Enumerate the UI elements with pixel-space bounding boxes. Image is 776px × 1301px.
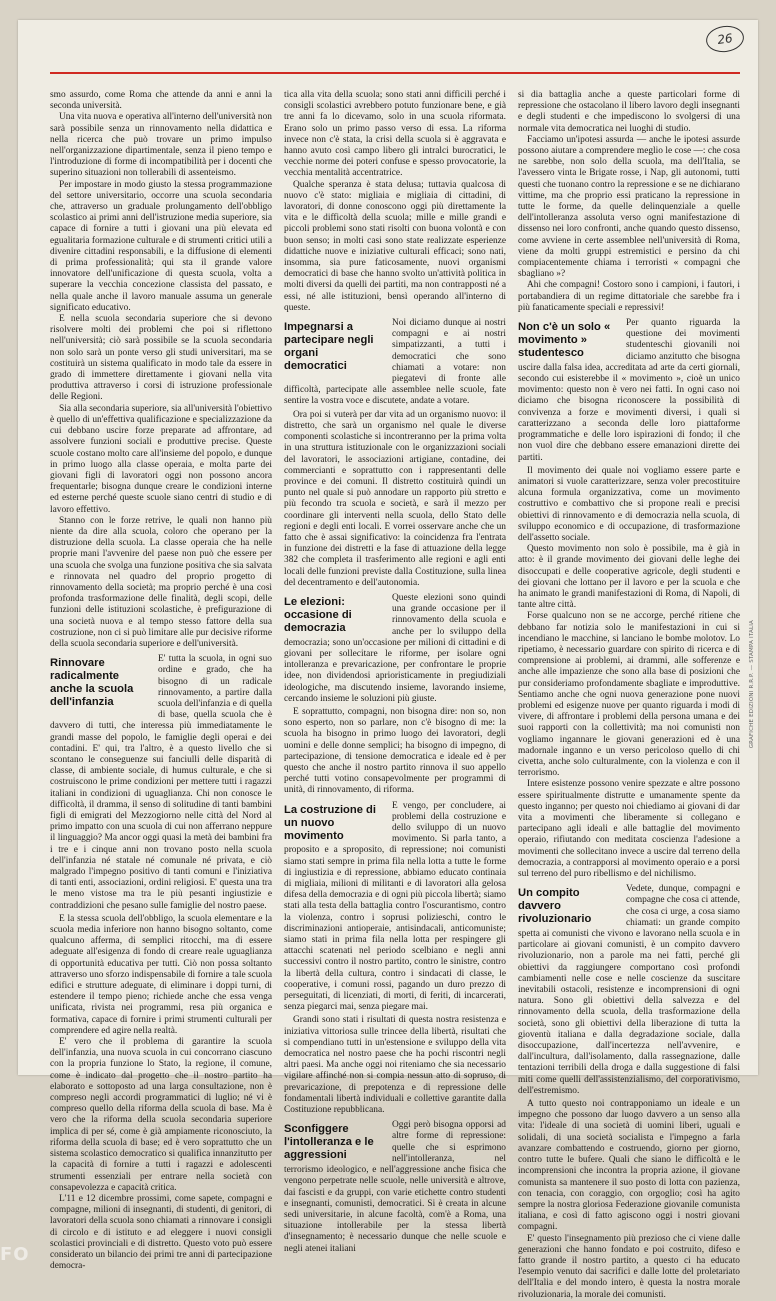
header-rule [50,72,740,74]
paragraph: E' questo l'insegnamento più prezioso che ci viene dalle generazioni che hanno fondato e poi costruito, difeso e fatto grande il nostro partito, a questo ci ha educato l'esempio venuto dai sacrifici e dalle lotte del proletariato dell'Italia e del mondo intero, è questa la nostra morale rivoluzionaria, la morale dei comunisti. [518,1233,740,1300]
section [518,318,740,464]
section-heading: Non c'è un solo « movimento » studentesco [518,321,611,360]
paragraph: E soprattutto, compagni, non bisogna dire: non so, non sono esperto, non so parlare, non c'è bisogno di me: la scuola ha bisogno in primo luogo dei lavoratori, degli uomini e delle donne semplici; ha bisogno di impegno, di partecipazione, di tensione democratica e ideale ed è per questo che anche il nostro partito rinnova il suo appello perché tutti votino consapevolmente per programmi di unità, di rinnovamento, di riforma. [284,706,506,796]
paragraph: Stanno con le forze retrive, le quali non hanno più niente da dire alla scuola, coloro che operano per la distruzione della scuola. La classe operaia che ha nelle proprie mani l'avvenire del paese non può che essere per una scuola che svolga una funzione positiva che sia salvata e rinnovata nel quadro del proprio progetto di rinnovamento della società; ma proprio perché è una così profonda trasformazione delle finalità, degli scopi, delle funzioni delle istituzioni scolastiche, è prefigurazione di una società nuova e al tempo stesso fattore della sua costruzione, non ci si può limitare alle pur decisive riforme della scuola secondaria superiore e dell'università. [50,515,272,649]
paragraph: A tutto questo noi contrapponiamo un ideale e un impegno che possono dar luogo davvero a un senso alla vita: l'ideale di una società di uomini liberi, uguali e solidali, di una società socialista e l'impegno a farla avanzare combattendo e costruendo, giorno per giorno, contro tutte le bufere. Quali che siano le difficoltà e le incomprensioni che incontra la propria azione, il giovane comunista sa mantenere il suo posto di lotta con pazienza, con tenacia, con coraggio, con orgoglio; così ha agito sempre la nostra gloriosa Federazione giovanile comunista italiana, e così di fatto agiscono oggi i nostri giovani compagni. [518,1099,740,1233]
paragraph: Vedete, dunque, compagni e compagne che cosa ci attende, che cosa ci urge, a cosa siamo chiamati: un grande compito spetta ai comunisti che vivono e lavorano nella scuola e in particolare ai giovani comunisti, è un compito davvero rivoluzionario, non a parole ma nei fatti, perché gli obiettivi da raggiungere comportano così profondi cambiamenti nelle cose e nelle coscienze da suscitare inevitabili ostacoli, resistenze e incomprensioni di ogni natura. Sono gli obiettivi della salvezza e del rinnovamento della scuola, della trasformazione della società, sono gli obiettivi della liberazione di tutta la gioventù italiana e dalla degradazione sociale, dalla disoccupazione, dall'incertezza nell'avvenire, e dall'incultura, dall'isolamento, dalla rassegnazione, dalle tentazioni terribili della droga e dalla suggestione di falsi miti come quelli dell'assistenzialismo, del corporativismo, dell'estremismo. [518,884,740,1096]
paragraph: Per impostare in modo giusto la stessa programmazione del settore universitario, occorre una scuola secondaria che, attraverso un graduale prolungamento dell'obbligo scolastico ai primi anni dell'istruzione media superiore, sia capace di fornire a tutti i giovani una più elevata ed egualitaria formazione culturale e di strumenti critici utili a divenire cittadini responsabili, e la diffusione di elementi di prima professionalità; qui sta il grande valore innovatore dell'unificazione di questa scuola, volta a superare la vecchia concezione classista del passato, e nella quale anche il lavoro manuale assuma un generale significato educativo. [50,179,272,313]
paragraph: Noi diciamo dunque ai nostri compagni e ai nostri simpatizzanti, a tutti i democratici che sono chiamati a votare: non piegatevi di fronte alle difficoltà, partecipate alle assemblee nelle scuole, fate sentire la vostra voce e discutete, andate a votare. [284,318,506,407]
paragraph: Una vita nuova e operativa all'interno dell'università non sarà possibile senza un rinnovamento nella didattica e nella ricerca che può trovare un primo impulso nell'organizzazione dipartimentale, senza il pieno tempo e l'introduzione di forme di incompatibilità per i docenti che superino situazioni non tollerabili di assenteismo. [50,112,272,179]
column-1 [50,90,272,1272]
paragraph: Queste elezioni sono quindi una grande occasione per il rinnovamento della scuola e anche per lo sviluppo della democrazia; sono un'occasione per milioni di cittadini e di giovani per sollecitare le riforme, per isolare ogni intolleranza e prevaricazione, per confrontare le proprie idee, non dividendosi aprioristicamente in pregiudiziali ideologiche, ma discutendo insieme, lavorando insieme, cercando insieme le soluzioni più giuste. [284,592,506,704]
section-heading: La costruzione di un nuovo movimento [284,803,376,842]
paragraph: E la stessa scuola dell'obbligo, la scuola elementare e la scuola media inferiore non hanno bisogno soltanto, come qualcuno afferma, di semplici ritocchi, ma di essere adeguate all'esigenza di fondo di creare reale uguaglianza di opportunità educativa per tutti. Ciò non possa soltanto attraverso uno sforzo indispensabile di fornire a tale scuola edifici e strutture adeguate, di eliminare i doppi turni, di estendere il tempo pieno; richiede anche che essa venga unificata, rivista nei programmi, resa più organica e formativa, capace di fornire i primi strumenti culturali per comprendere ed agire nella realtà. [50,913,272,1036]
paragraph: E' vero che il problema di garantire la scuola dell'infanzia, una nuova scuola in cui concorrano ciascuno con la propria funzione lo Stato, la regione, il comune, come è indicato dal progetto che il nostro partito ha elaborato e sottoposto ad una larga consultazione, non è compreso negli accordi programmatici di luglio; né vi è compreso quello della riforma della scuola di base. Ma è vero che la riforma della scuola secondaria superiore implica di per sé, come è già ampiamente riconosciuto, la riforma della scuola di base; ed è vero soprattutto che un sistema scolastico democratico si qualifica innanzitutto per la capacità di fornire a tutti i ragazzi e adolescenti strumenti essenziali per entrare nella società con consapevolezza e capacità critica. [50,1037,272,1193]
column-3 [518,90,740,1300]
paragraph: E nella scuola secondaria superiore che si devono risolvere molti dei problemi che poi si riflettono nell'università; ciò sarà possibile se la scuola secondaria non solo sarà un ponte verso gli studi universitari, ma se costituirà un sistema qualificato in modo tale da essere in grado di immettere direttamente i giovani nella vita produttiva attraverso i corsi di istruzione professionale delle Regioni. [50,314,272,403]
paragraph: Per quanto riguarda la questione dei movimenti studenteschi giovanili noi diciamo anzitutto che bisogna uscire dalla falsa idea, accreditata ad arte da certi giornali, secondo cui esisterebbe il « movimento », cioè un unico movimento: questo non è vero nei fatti. In ogni caso noi diciamo che bisogna riconoscere la possibilità di convivenza a forze e movimenti diversi, i quali si caratterizzano a seconda delle loro piattaforme programmatiche e delle loro ispirazioni di fondo; il che non vuol dire che debbano essere emanazioni dirette dei partiti. [518,318,740,463]
paragraph: Questo movimento non solo è possibile, ma è già in atto: è il grande movimento dei giovani delle leghe dei disoccupati e delle cooperative agricole, degli studenti e dei giovani che lottano per il lavoro e per la scuola e che ha animato le grandi manifestazioni di Roma, di Napoli, di tante altre città. [518,544,740,611]
section [284,801,506,1014]
paragraph: Forse qualcuno non se ne accorge, perché ritiene che debbano far notizia solo le manifestazioni in cui si incendiano le macchine, si lanciano le bombe molotov. Lo ripetiamo, è necessario guardare con spirito di ricerca e di comprensione ai problemi, ai drammi, alle sofferenze e anche alle impazienze che sono alla base di posizioni che pur consideriamo profondamente sbagliate e improduttive. Sentiamo anche che ogni nuova generazione pone nuovi problemi ed esigenze nuove per quanto riguarda i modi di vivere, di affrontare i problemi della persona umana e dei suoi rapporti con la collettività; ma noi comunisti non vogliamo ingannare le giovani generazioni ed è una madornale inganno e un verso pericoloso quello di chi civetta, anche solo culturalmente, con la violenza e con il terrorismo. [518,611,740,779]
paragraph: E vengo, per concludere, ai problemi della costruzione e dello sviluppo di un nuovo movimento. Si parla tanto, a proposito e a sproposito, di repressione; noi comunisti siamo stati sempre in prima fila nella lotta a tutte le forme di ingiustizia e di repressione, abbiamo educato continaia di migliaia, milioni di militanti e di lavoratori alla gelosa difesa della democrazia e di ogni più piccola libertà; siamo stati alla testa della battaglia contro l'oscurantismo, contro la violenza, contro i soprusi polizieschi, contro le discriminazioni antioperaie, antisindacali, anticomuniste; siamo stati in prima fila nella lotta per respingere gli attacchi scatenati nel periodo scelbiano e negli anni successivi contro il nostro partito, contro le sinistre, contro la libertà della cultura, contro i sindacati di classe, le cooperative, i comuni rossi, pagando un duro prezzo di perseguitati, di licenziati, di morti, di feriti, di incarcerati, senza piegarci mai, senza piegare mai. [284,800,506,1013]
paragraph: smo assurdo, come Roma che attende da anni e anni la seconda università. [50,90,272,112]
section-heading: Le elezioni: occasione di democrazia [284,595,352,634]
paragraph: Facciamo un'ipotesi assurda — anche le ipotesi assurde possono aiutare a comprendere meglio le cose —: che cosa ne sarebbe, non solo della scuola, ma dell'Italia, se l'avessero vinta le Brigate rosse, i Nap, gli autonomi, tutti questi che tuonano contro la repressione e se ne dichiarano vittime, ma che proprio essi praticano la repressione in tutte le forme, da quelle delinquenziale a quelle dell'intolleranza assoluta verso ogni manifestazione di dissenso nei loro confronti, anche quando questo dissenso, come avviene in certe assemblee nell'università di Roma, viene da molti gruppi estremistici e persino da chi compiacentemente chiama i terroristi « compagni che sbagliano »? [518,134,740,280]
paragraph: si dia battaglia anche a queste particolari forme di repressione che ostacolano il libero lavoro degli insegnanti e degli studenti e che impediscono lo svolgersi di una normale vita democratica nei luoghi di studio. [518,90,740,134]
section-heading: Sconfiggere l'intolleranza e le aggressioni [284,1123,374,1162]
paragraph: Ora poi si vuterà per dar vita ad un organismo nuovo: il distretto, che sarà un organismo nel quale le diverse componenti scolastiche si incontreranno per la prima volta in una struttura istituzionale con le organizzazioni sociali del lavoratori, le associazioni artigiane, contadine, dei commercianti e soprattutto con i rappresentanti delle province e dei comuni. Il distretto costituirà quindi un punto nel quale si può annodare un rapporto più stretto e più fecondo tra scuola e società, e sarà il mezzo per coordinare gli interventi nella scuola, dello Stato delle regioni e degli enti locali. E vorrei osservare anche che un fatto che è assai significativo: la coincidenza fra l'entrata in funzione dei distretti e la fase di attuazione della legge 382 che completa il trasferimento alle regioni e agli enti locali delle funzioni previste dalla Costituzione, sulla linea del decentramento e dell'autonomia. [284,409,506,588]
paragraph: Grandi sono stati i risultati di questa nostra resistenza e iniziativa vittoriosa sulle trincee della libertà, risultati che si compendiano tutti in un'estensione e sviluppo della vita democratica nel nostro paese che ha pochi riscontri negli altri paesi. Ma anche oggi noi riteniamo che sia necessario vigilare affinché non si compia nessun atto di sopruso, di prevaricazione, di prepotenza e di repressione delle fondamentali libertà individuali e collettive garantite dalla Costituzione repubblicana. [284,1015,506,1116]
column-2 [284,90,506,1254]
printer-margin-note: GRAFICHE EDIZIONI R.R.P. — STAMPA ITALIA [749,620,755,749]
paragraph: Intere esistenze possono venire spezzate e altre possono essere spiritualmente distrutte e umanamente spente da questo inganno; per questo noi chiediamo ai giovani di dar vita a movimenti che liberamente si collegano e partecipano agli ideali e alle battaglie del movimento operaio, rifiutando con meditata coscienza l'adesione a movimenti che sollecitano invece a uscire dal terreno della democrazia, a contrapporsi al movimento operaio e a porsi sul terreno del puro ribellismo e del nichilismo. [518,779,740,880]
paragraph: tica alla vita della scuola; sono stati anni difficili perché i consigli scolastici avrebbero potuto funzionare bene, e già tre anni fa lo dicevamo, solo in una scuola riformata. Erano solo un primo passo verso di essa. La riforma invece non c'è stata, la crisi della scuola si è aggravata e hanno avuto così campo libero gli intralci burocratici, le vecchie norme dei poteri confuse e spesso provocatorie, la vecchia mentalità accentratrice. [284,90,506,179]
page-number-stamp: 26 [704,23,745,54]
section-heading: Impegnarsi a partecipare negli organi democratici [284,321,374,373]
section-heading: Un compito davvero rivoluzionario [518,887,592,926]
paragraph: Ahi che compagni! Costoro sono i campioni, i fautori, i portabandiera di un regime dittatoriale che sarebbe fra i più fanaticamente speciali e repressivi! [518,280,740,313]
paragraph: Sia alla secondaria superiore, sia all'università l'obiettivo è quello di un'effettiva qualificazione e specializzazione da cui debbano uscire forze preparate ad affrontare, ad assolvere funzioni sociali e produttive precise. Queste scuole costano molto care all'insieme del popolo, e dunque in primo luogo alla classe operaia, e molta parte dei giovani figli di lavoratori oggi non possono ancora frequentarle; bisogna dunque creare le condizioni interne ed esterne perché queste scuole siano centri di studio e di lavoro effettivo. [50,403,272,515]
newspaper-page [18,20,758,1300]
paragraph: Oggi però bisogna opporsi ad altre forme di repressione: quelle che si esprimono nell'intolleranza, nel terrorismo ideologico, e nell'aggressione anche fisica che vengono perpetrate nelle scuole, nelle università e altrove, dai fascisti e da gruppi, con varie etichette contro studenti e insegnanti, comunisti, democratici. Si è creata in alcune sedi universitarie, in alcune facoltà, com'è a Roma, una situazione intollerabile per la stessa libertà d'insegnamento; è necessario dunque che nelle scuole e negli atenei italiani [284,1120,506,1254]
paragraph: L'11 e 12 dicembre prossimi, come sapete, compagni e compagne, milioni di insegnanti, di studenti, di genitori, di lavoratori della scuola sono chiamati a rinnovare i consigli di circolo e di istituto e ad eleggere i nuovi consigli scolastici provinciali e di distretto. Questo voto può essere considerato un bilancio dei primi tre anni di partecipazione democra- [50,1193,272,1272]
section [284,593,506,705]
article-columns [50,90,740,1300]
section [284,1120,506,1254]
section [50,654,272,912]
section [518,884,740,1097]
section [284,318,506,408]
paragraph: Il movimento dei quale noi vogliamo essere parte e animatori si vuole caratterizzare, senza voler precostituire alcuna formula organizzativa, come un movimento costruttivo e combattivo che si propone reali e precisi obiettivi di rinnovamento e di democrazia nella scuola, di sviluppo economico e di occupazione, di trasformazione dell'assetto sociale. [518,465,740,543]
corner-watermark: FO [0,1244,30,1265]
section-heading: Rinnovare radicalmente anche la scuola dell'infanzia [50,657,134,709]
paragraph: Qualche speranza è stata delusa; tuttavia qualcosa di nuovo c'è stato: migliaia e migliaia di cittadini, di lavoratori, di donne conoscono oggi più direttamente la vita e le difficoltà della scuola; mille e mille grandi e piccoli problemi sono stati risolti con buona volontà e con buon senso; in molti casi sono state realizzate esperienze didattiche nuove e iniziative culturali efficaci; sono nati, insomma, sia pure faticosamente, nuovi organismi democratici di base che hanno svolto un'attività politica in molti diversi da quelli dei partiti, ma non contrapposti né a essi, né alle istituzioni, bensì operando all'interno di queste. [284,179,506,313]
paragraph: E' tutta la scuola, in ogni suo ordine e grado, che ha bisogno di un radicale rinnovamento, a partire dalla scuola dell'infanzia e di quella di base, quella scuola che è davvero di tutti, che interessa più immediatamente le grandi masse del popolo, le famiglie degli operai e dei contadini. E' qui, tra l'altro, è a questo livello che si scontano le conseguenze sui fanciulli delle disparità di classe, di ambiente sociale, di humus culturale, e che si costruiscono le prime condizioni per mettere tutti i ragazzi italiani in condizioni di uguaglianza. Chi non conosce le difficoltà, il dramma, il senso di solitudine di tanti bambini figli di emigrati del Mezzogiorno nelle città del Nord al primo impatto con una scuola di cui non afferrano neppure il linguaggio? Ma ancor oggi quasi la metà dei bambini fra i tre e i cinque anni non trovano posto nella scuola dell'infanzia né statale né comunale né privata, e ciò malgrado l'impegno positivo di tanti comuni e l'iniziativa di tanti enti, associazioni, ordini religiosi. E' questa una tra le meno vistose ma tra le più pesanti ingiustizie e contraddizioni che pesano sulle famiglie del nostro paese. [50,654,272,911]
